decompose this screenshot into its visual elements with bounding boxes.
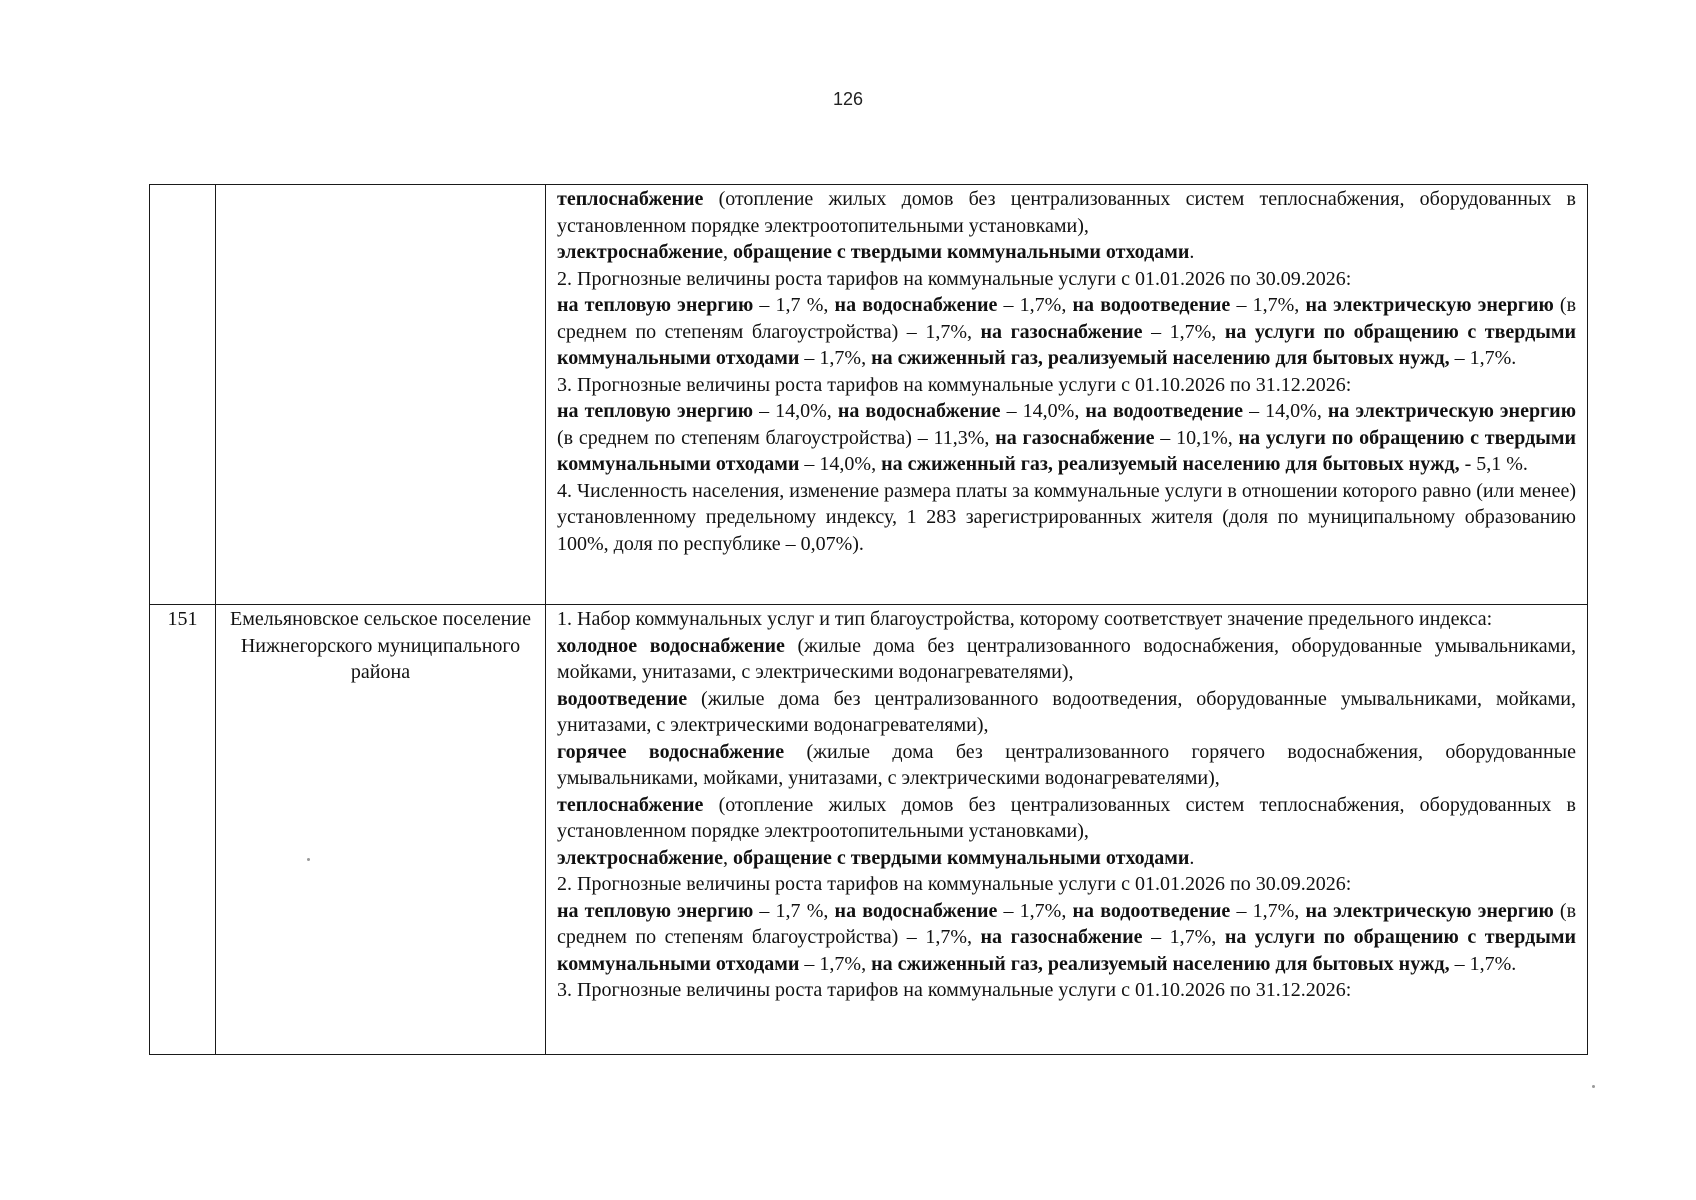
plain-text: - 5,1 %. (1459, 453, 1528, 475)
plain-text: . (1189, 846, 1195, 869)
bold-text: на водоотведение (1072, 294, 1231, 316)
bold-text: на сжиженный газ, реализуемый населению для бытовых нужд, (871, 952, 1450, 975)
row-number (150, 185, 216, 605)
description-paragraph (557, 792, 1576, 845)
plain-text: – 1,7%, (1230, 294, 1306, 316)
plain-text: – 1,7%, (1230, 899, 1306, 922)
bold-text: на газоснабжение (980, 926, 1143, 948)
bold-text: на тепловую энергию (557, 400, 754, 422)
description-paragraph (557, 739, 1576, 792)
plain-text: – 1,7%. (1449, 952, 1517, 975)
description-paragraph (557, 239, 1576, 266)
plain-text: (в среднем по степеням благоустройства) – 1,7%, (557, 294, 1577, 343)
plain-text: – 1,7%, (997, 899, 1073, 922)
description-paragraph (557, 478, 1576, 558)
municipality-name (216, 185, 546, 605)
bold-text: холодное водоснабжение (557, 634, 785, 657)
description-paragraph (557, 606, 1576, 633)
plain-text: 1. Набор коммунальных услуг и тип благоустройства, которому соответствует значение предельного индекса: (557, 608, 1493, 630)
plain-text: – 1,7 %, (753, 899, 835, 922)
description-paragraph (557, 186, 1576, 239)
description-paragraph (557, 398, 1576, 478)
plain-text: – 1,7 %, (753, 294, 835, 316)
plain-text: – 14,0%, (799, 453, 882, 475)
municipality-name: Емельяновское сельское поселение Нижнегорского муниципального района (216, 605, 546, 1055)
tariff-table (149, 184, 1588, 1055)
plain-text: (отопление жилых домов без централизованных систем теплоснабжения, оборудованных в установленном порядке электроотопительными установками), (557, 188, 1576, 237)
bold-text: на сжиженный газ, реализуемый населению для бытовых нужд, (871, 347, 1450, 369)
bold-text: на услуги по обращению с твердыми коммунальными отходами (557, 320, 1577, 369)
bold-text: обращение с твердыми коммунальными отходами (733, 241, 1190, 263)
description-paragraph (557, 372, 1576, 399)
bold-text: на водоотведение (1072, 899, 1231, 922)
bold-text: на водоотведение (1085, 400, 1244, 422)
scan-speck (1592, 1085, 1595, 1088)
description-paragraph (557, 898, 1576, 978)
plain-text: – 1,7%, (997, 294, 1073, 316)
description-paragraph (557, 845, 1576, 872)
bold-text: на газоснабжение (980, 320, 1143, 343)
plain-text: 3. Прогнозные величины роста тарифов на коммунальные услуги с 01.10.2026 по 31.12.2026: (557, 979, 1352, 1001)
plain-text: – 14,0%, (753, 400, 838, 422)
page-number: 126 (832, 89, 864, 109)
tariff-description (546, 185, 1588, 605)
plain-text: . (1189, 241, 1195, 263)
bold-text: на электрическую энергию (1305, 294, 1554, 316)
plain-text: – 10,1%, (1154, 426, 1239, 449)
description-paragraph (557, 871, 1576, 898)
plain-text: – 1,7%, (1142, 926, 1225, 948)
scan-speck (307, 858, 310, 861)
plain-text: – 14,0%, (1243, 400, 1328, 422)
bold-text: на тепловую энергию (557, 294, 754, 316)
bold-text: теплоснабжение (557, 188, 704, 210)
bold-text: на газоснабжение (995, 426, 1155, 449)
description-paragraph (557, 292, 1576, 372)
plain-text: – 1,7%, (799, 952, 872, 975)
plain-text: (жилые дома без централизованного горячего водоснабжения, оборудованные умывальниками, мойками, унитазами, с электрическими водонагревателями), (557, 740, 1576, 789)
bold-text: на сжиженный газ, реализуемый населению для бытовых нужд, (881, 453, 1460, 475)
plain-text: , (723, 241, 734, 263)
bold-text: на услуги по обращению с твердыми коммунальными отходами (557, 926, 1577, 975)
plain-text: (в среднем по степеням благоустройства) – 1,7%, (557, 899, 1577, 948)
bold-text: водоотведение (557, 687, 688, 710)
plain-text: 2. Прогнозные величины роста тарифов на коммунальные услуги с 01.01.2026 по 30.09.2026: (557, 267, 1352, 290)
plain-text: 4. Численность населения, изменение размера платы за коммунальные услуги в отношении которого равно (или менее) установленному предельному индексу, 1 283 зарегистрированных жителя (доля по муниципальному образованию 100%, доля по республике – 0,07%). (557, 479, 1576, 555)
bold-text: на водоснабжение (834, 294, 998, 316)
tariff-description (546, 605, 1588, 1055)
plain-text: – 14,0%, (1000, 400, 1086, 422)
plain-text: – 1,7%, (1142, 320, 1225, 343)
plain-text: – 1,7%, (799, 347, 872, 369)
plain-text: 2. Прогнозные величины роста тарифов на коммунальные услуги с 01.01.2026 по 30.09.2026: (557, 873, 1352, 895)
description-paragraph (557, 266, 1576, 293)
plain-text: (отопление жилых домов без централизованных систем теплоснабжения, оборудованных в установленном порядке электроотопительными установками), (557, 793, 1576, 842)
plain-text: 3. Прогнозные величины роста тарифов на коммунальные услуги с 01.10.2026 по 31.12.2026: (557, 373, 1352, 396)
bold-text: горячее водоснабжение (557, 740, 785, 763)
plain-text: , (723, 846, 734, 869)
plain-text: (в среднем по степеням благоустройства) – 11,3%, (557, 426, 996, 449)
bold-text: на электрическую энергию (1327, 400, 1576, 422)
bold-text: на электрическую энергию (1305, 899, 1554, 922)
plain-text: (жилые дома без централизованного водоснабжения, оборудованные умывальниками, мойками, унитазами, с электрическими водонагревателями), (557, 634, 1576, 683)
bold-text: на тепловую энергию (557, 899, 754, 922)
bold-text: теплоснабжение (557, 793, 704, 816)
plain-text: (жилые дома без централизованного водоотведения, оборудованные умывальниками, мойками, унитазами, с электрическими водонагревателями), (557, 687, 1576, 736)
description-paragraph (557, 633, 1576, 686)
row-number: 151 (150, 605, 216, 1055)
plain-text: – 1,7%. (1449, 347, 1517, 369)
bold-text: на водоснабжение (837, 400, 1001, 422)
description-paragraph (557, 686, 1576, 739)
bold-text: обращение с твердыми коммунальными отходами (733, 846, 1190, 869)
bold-text: на услуги по обращению с твердыми коммунальными отходами (557, 426, 1576, 475)
table-row (150, 185, 1588, 605)
bold-text: на водоснабжение (834, 899, 998, 922)
bold-text: электроснабжение (557, 846, 724, 869)
description-paragraph (557, 977, 1576, 1004)
table-row (150, 605, 1588, 1055)
bold-text: электроснабжение (557, 241, 724, 263)
